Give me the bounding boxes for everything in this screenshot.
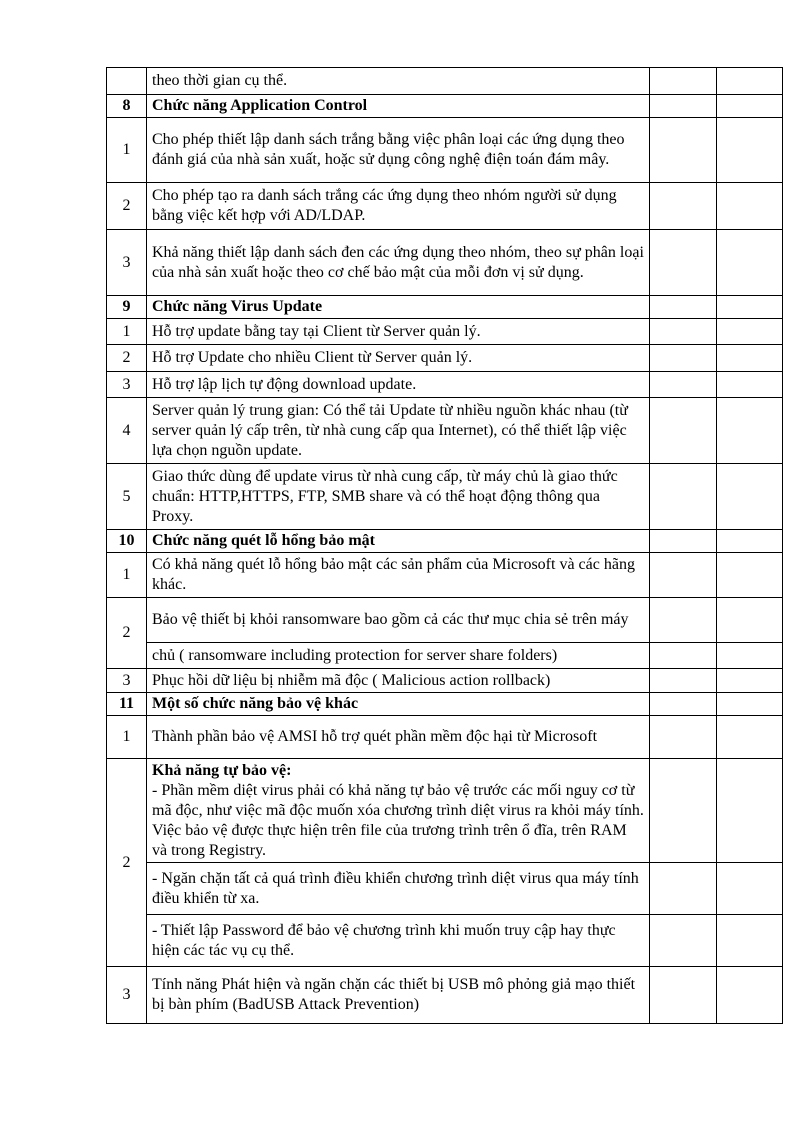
empty-cell [717, 319, 783, 345]
table-row [107, 915, 783, 967]
empty-cell [650, 319, 717, 345]
empty-cell [717, 230, 783, 296]
table-row [107, 345, 783, 372]
empty-cell [717, 863, 783, 915]
table-row [107, 759, 783, 863]
requirement-text [147, 759, 650, 863]
section-row [107, 296, 783, 319]
table-row [107, 643, 783, 669]
row-number: 1 [107, 118, 147, 183]
requirement-text: Phục hồi dữ liệu bị nhiễm mã độc ( Malicious action rollback) [147, 669, 650, 693]
empty-cell [650, 598, 717, 643]
section-title: Chức năng quét lỗ hổng bảo mật [147, 530, 650, 553]
empty-cell [650, 967, 717, 1024]
table-row [107, 553, 783, 598]
empty-cell [650, 759, 717, 863]
table-row [107, 398, 783, 464]
requirement-body: - Phần mềm diệt virus phải có khả năng tự bảo vệ trước các mối nguy cơ từ mã độc, như việc mã độc muốn xóa chương trình diệt virus ra khỏi máy tính. Việc bảo vệ được thực hiện trên file của trương trình trên ổ đĩa, trên RAM và trong Registry. [152, 781, 644, 859]
table-row [107, 118, 783, 183]
requirement-subtitle: Khả năng tự bảo vệ: [152, 761, 292, 779]
table-row [107, 464, 783, 530]
table-row [107, 716, 783, 759]
table-row [107, 669, 783, 693]
empty-cell [650, 372, 717, 398]
requirement-text: Cho phép thiết lập danh sách trắng bằng việc phân loại các ứng dụng theo đánh giá của nhà sản xuất, hoặc sử dụng công nghệ điện toán đám mây. [147, 118, 650, 183]
row-number: 2 [107, 183, 147, 230]
empty-cell [650, 68, 717, 95]
empty-cell [717, 553, 783, 598]
row-number: 2 [107, 598, 147, 669]
empty-cell [717, 464, 783, 530]
empty-cell [650, 716, 717, 759]
empty-cell [650, 643, 717, 669]
empty-cell [717, 716, 783, 759]
requirement-text: Hỗ trợ Update cho nhiều Client từ Server quản lý. [147, 345, 650, 372]
table-row [107, 598, 783, 643]
section-title: Một số chức năng bảo vệ khác [147, 693, 650, 716]
empty-cell [650, 553, 717, 598]
requirement-text: chủ ( ransomware including protection for server share folders) [147, 643, 650, 669]
empty-cell [650, 95, 717, 118]
empty-cell [717, 643, 783, 669]
empty-cell [717, 669, 783, 693]
table-row [107, 183, 783, 230]
requirement-text: Cho phép tạo ra danh sách trắng các ứng dụng theo nhóm người sử dụng bằng việc kết hợp với AD/LDAP. [147, 183, 650, 230]
row-number: 9 [107, 296, 147, 319]
empty-cell [650, 230, 717, 296]
empty-cell [717, 759, 783, 863]
section-row [107, 530, 783, 553]
empty-cell [717, 118, 783, 183]
empty-cell [650, 863, 717, 915]
empty-cell [717, 693, 783, 716]
row-number: 3 [107, 967, 147, 1024]
empty-cell [717, 598, 783, 643]
empty-cell [650, 669, 717, 693]
requirement-text: Hỗ trợ lập lịch tự động download update. [147, 372, 650, 398]
table-body [107, 68, 783, 1024]
empty-cell [650, 693, 717, 716]
section-row [107, 693, 783, 716]
requirement-text: Khả năng thiết lập danh sách đen các ứng dụng theo nhóm, theo sự phân loại của nhà sản xuất hoặc theo cơ chế bảo mật của mỗi đơn vị sử dụng. [147, 230, 650, 296]
section-title: Chức năng Virus Update [147, 296, 650, 319]
requirement-text: Bảo vệ thiết bị khỏi ransomware bao gồm cả các thư mục chia sẻ trên máy [147, 598, 650, 643]
requirement-text: Thành phần bảo vệ AMSI hỗ trợ quét phần mềm độc hại từ Microsoft [147, 716, 650, 759]
requirement-text: - Ngăn chặn tất cả quá trình điều khiển chương trình diệt virus qua máy tính điều khiển từ xa. [147, 863, 650, 915]
requirement-text: Có khả năng quét lỗ hổng bảo mật các sản phẩm của Microsoft và các hãng khác. [147, 553, 650, 598]
section-row [107, 95, 783, 118]
row-number [107, 68, 147, 95]
requirements-table [106, 67, 783, 1024]
requirement-text: Hỗ trợ update bằng tay tại Client từ Server quản lý. [147, 319, 650, 345]
empty-cell [650, 915, 717, 967]
table-row [107, 319, 783, 345]
row-number: 3 [107, 230, 147, 296]
requirement-text: theo thời gian cụ thể. [147, 68, 650, 95]
empty-cell [650, 345, 717, 372]
requirement-text: Giao thức dùng để update virus từ nhà cung cấp, từ máy chủ là giao thức chuẩn: HTTP,HTTPS, FTP, SMB share và có thể hoạt động thông qua Proxy. [147, 464, 650, 530]
row-number: 10 [107, 530, 147, 553]
empty-cell [717, 967, 783, 1024]
row-number: 5 [107, 464, 147, 530]
empty-cell [717, 183, 783, 230]
table-row [107, 372, 783, 398]
empty-cell [650, 464, 717, 530]
empty-cell [717, 296, 783, 319]
row-number: 3 [107, 372, 147, 398]
empty-cell [717, 530, 783, 553]
row-number: 1 [107, 716, 147, 759]
row-number: 2 [107, 345, 147, 372]
empty-cell [717, 372, 783, 398]
empty-cell [650, 530, 717, 553]
empty-cell [717, 95, 783, 118]
row-number: 11 [107, 693, 147, 716]
requirement-text: Tính năng Phát hiện và ngăn chặn các thiết bị USB mô phỏng giả mạo thiết bị bàn phím (BadUSB Attack Prevention) [147, 967, 650, 1024]
empty-cell [650, 296, 717, 319]
row-number: 1 [107, 319, 147, 345]
empty-cell [650, 183, 717, 230]
row-number: 1 [107, 553, 147, 598]
empty-cell [650, 118, 717, 183]
empty-cell [650, 398, 717, 464]
table-row [107, 68, 783, 95]
empty-cell [717, 398, 783, 464]
requirement-text: - Thiết lập Password để bảo vệ chương trình khi muốn truy cập hay thực hiện các tác vụ cụ thể. [147, 915, 650, 967]
row-number: 3 [107, 669, 147, 693]
section-title: Chức năng Application Control [147, 95, 650, 118]
empty-cell [717, 68, 783, 95]
row-number: 8 [107, 95, 147, 118]
empty-cell [717, 915, 783, 967]
table-row [107, 230, 783, 296]
requirement-text: Server quản lý trung gian: Có thể tải Update từ nhiều nguồn khác nhau (từ server quản lý cấp trên, từ nhà cung cấp qua Internet), có thể thiết lập việc lựa chọn nguồn update. [147, 398, 650, 464]
table-row [107, 967, 783, 1024]
row-number: 2 [107, 759, 147, 967]
empty-cell [717, 345, 783, 372]
row-number: 4 [107, 398, 147, 464]
table-row [107, 863, 783, 915]
